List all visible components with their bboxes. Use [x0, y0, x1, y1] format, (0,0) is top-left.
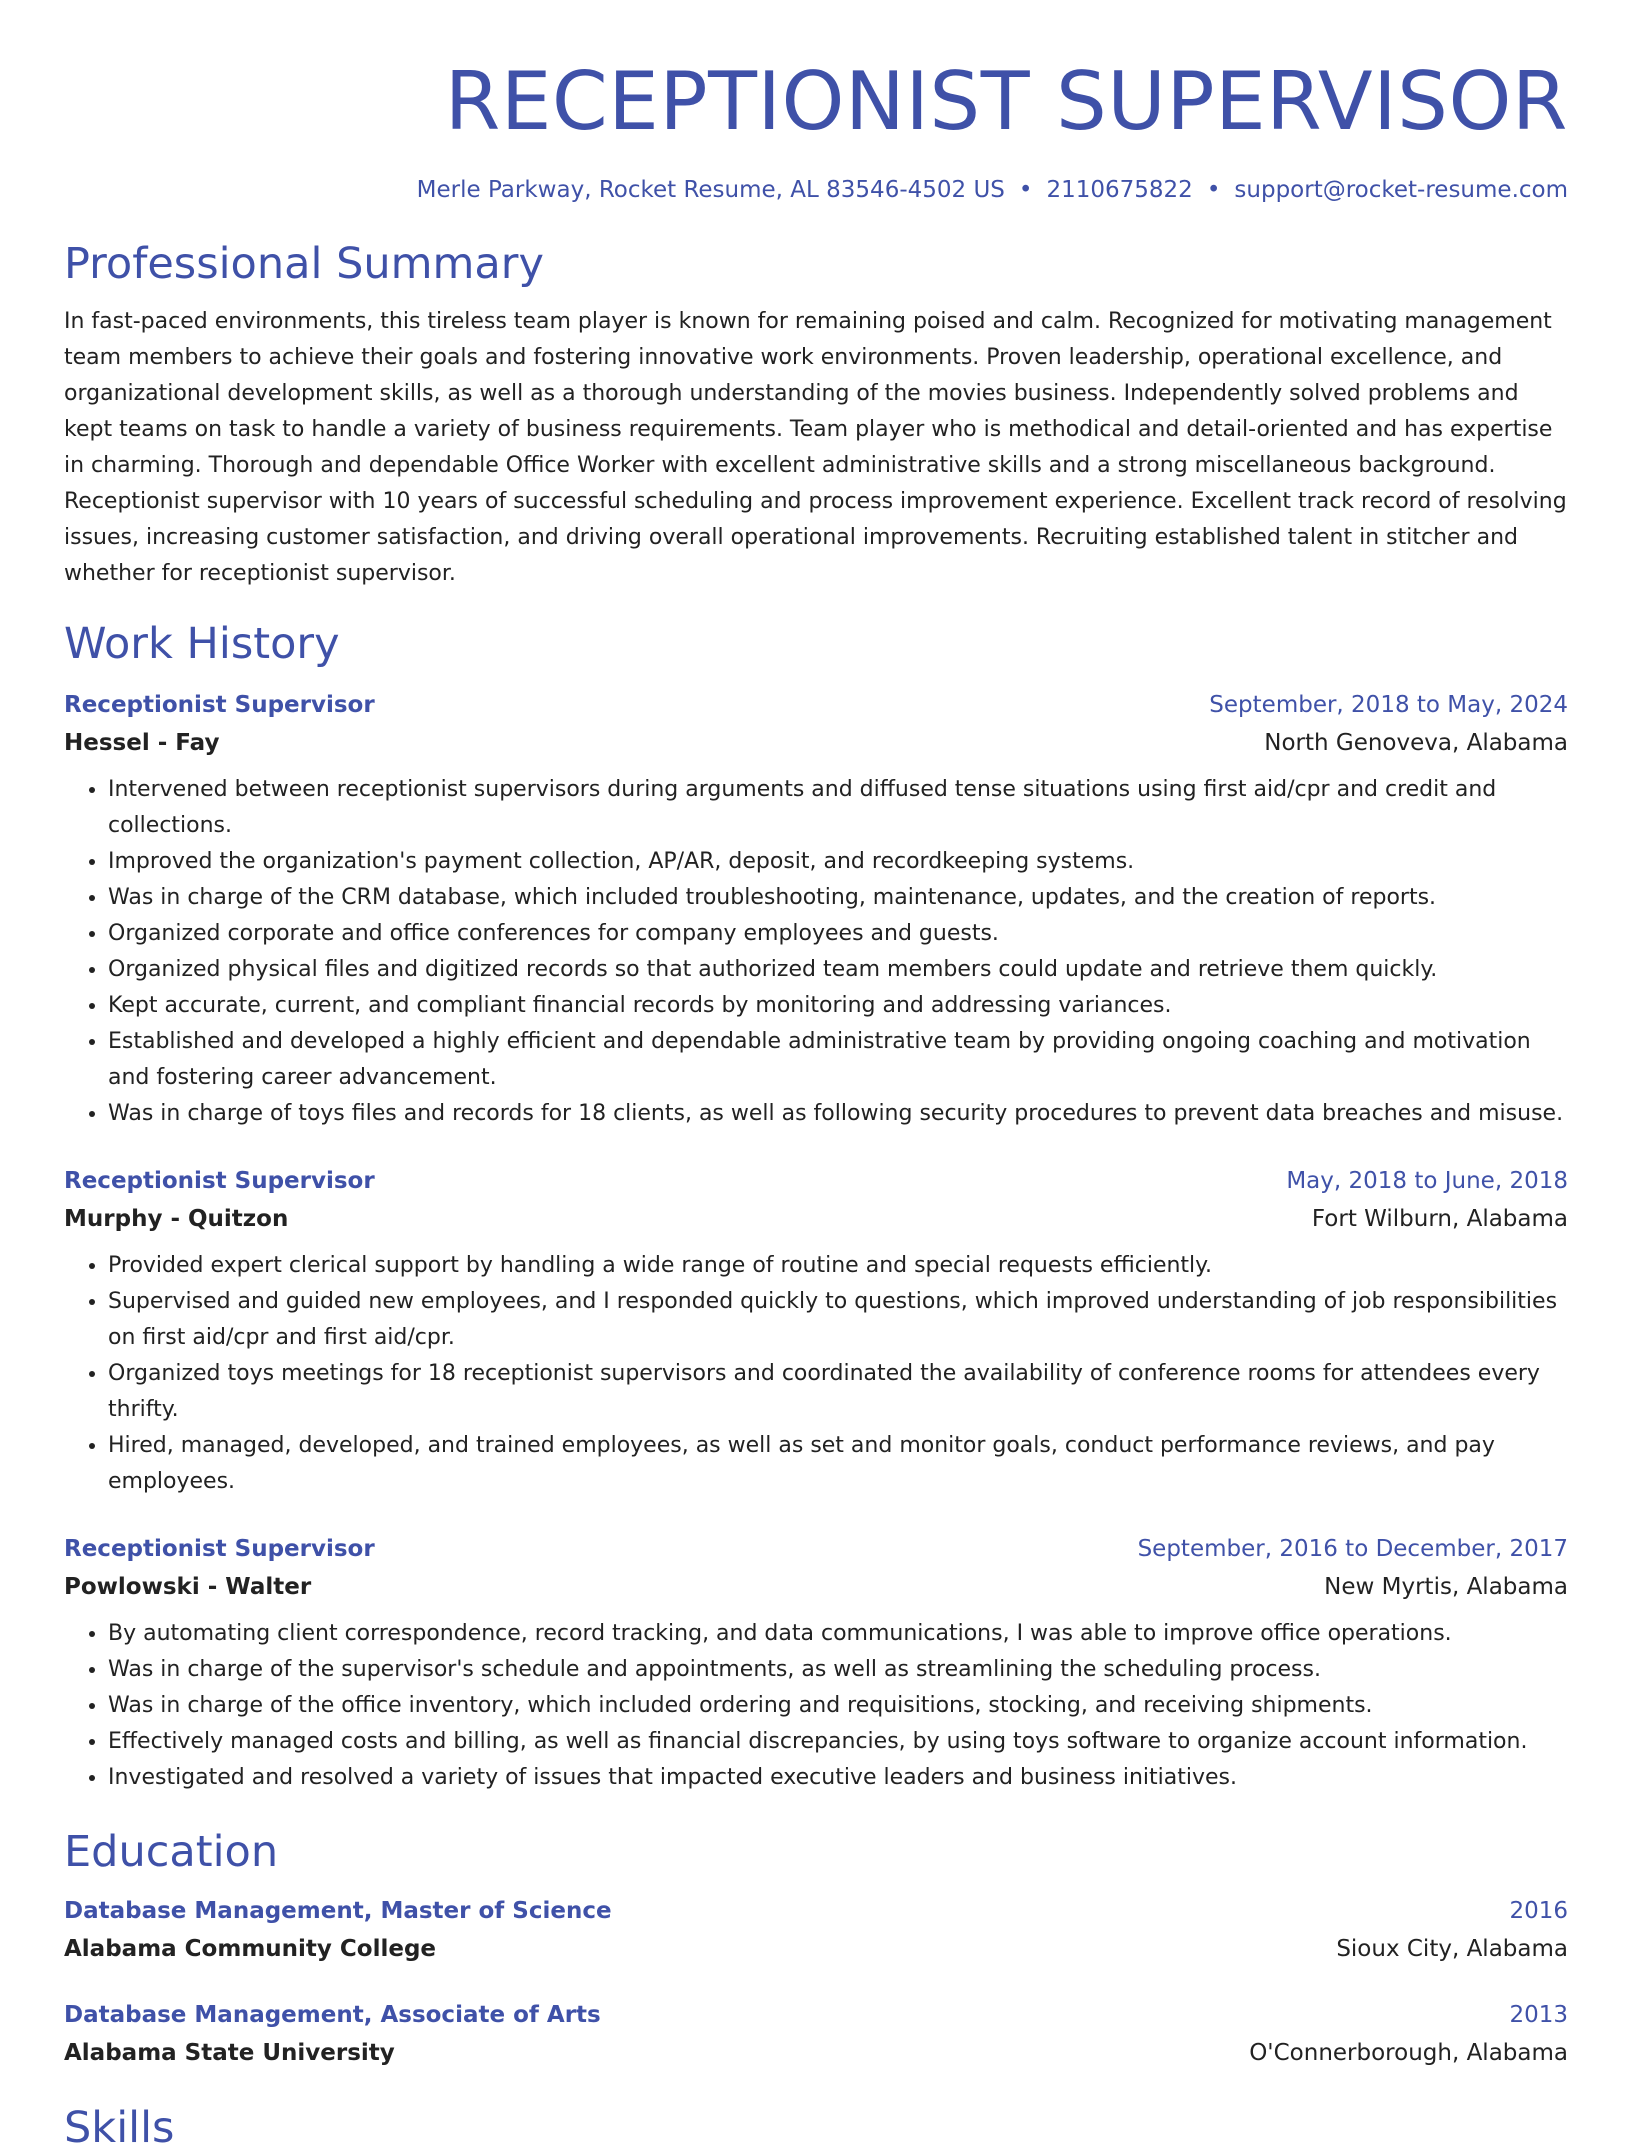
job-dates: May, 2018 to June, 2018	[1286, 1168, 1568, 1194]
education-location: Sioux City, Alabama	[1336, 1936, 1568, 1962]
job-title: Receptionist Supervisor	[64, 692, 375, 718]
job-bullet: • Intervened between receptionist supervisors during arguments and diffused tense situations using first aid/cpr and credit and collections.	[108, 772, 1568, 844]
summary-heading: Professional Summary	[64, 239, 544, 289]
education-school: Alabama State University	[64, 2040, 395, 2066]
contact-address: Merle Parkway, Rocket Resume, AL 83546-4502 US	[416, 177, 1005, 203]
job-location: North Genoveva, Alabama	[1264, 730, 1568, 756]
job-bullet: • Was in charge of the supervisor's schedule and appointments, as well as streamlining the scheduling process.	[108, 1652, 1568, 1688]
education-header-row	[64, 1996, 1568, 2034]
job-header-row	[64, 686, 1568, 724]
job-title: Receptionist Supervisor	[64, 1536, 375, 1562]
job-location: Fort Wilburn, Alabama	[1311, 1206, 1568, 1232]
work-history-heading: Work History	[64, 619, 340, 669]
job-company: Hessel - Fay	[64, 730, 220, 756]
job-bullet: • Was in charge of the CRM database, which included troubleshooting, maintenance, updates, and the creation of reports.	[108, 880, 1568, 916]
education-entry	[64, 1892, 1568, 1968]
resume-page	[64, 0, 1568, 2156]
job-company-row	[64, 724, 1568, 762]
job-bullet: • Improved the organization's payment collection, AP/AR, deposit, and recordkeeping systems.	[108, 844, 1568, 880]
job-bullet: • Established and developed a highly efficient and dependable administrative team by providing ongoing coaching and motivation and fostering career advancement.	[108, 1024, 1568, 1096]
education-school-row	[64, 1930, 1568, 1968]
job-bullets	[64, 772, 1568, 1132]
job-dates: September, 2018 to May, 2024	[1209, 692, 1568, 718]
job-bullet: • By automating client correspondence, record tracking, and data communications, I was able to improve office operations.	[108, 1616, 1568, 1652]
job-bullet: • Was in charge of toys files and records for 18 clients, as well as following security procedures to prevent data breaches and misuse.	[108, 1096, 1568, 1132]
contact-separator: •	[1206, 177, 1221, 203]
job-entry	[64, 1530, 1568, 1796]
job-bullet: • Organized physical files and digitized records so that authorized team members could update and retrieve them quickly.	[108, 952, 1568, 988]
skills-heading: Skills	[64, 2103, 175, 2153]
job-bullet: • Investigated and resolved a variety of issues that impacted executive leaders and business initiatives.	[108, 1760, 1568, 1796]
job-entry	[64, 686, 1568, 1132]
job-company-row	[64, 1200, 1568, 1238]
job-bullet: • Organized corporate and office conferences for company employees and guests.	[108, 916, 1568, 952]
education-school: Alabama Community College	[64, 1936, 437, 1962]
contact-email: support@rocket-resume.com	[1234, 177, 1568, 203]
job-bullet: • Kept accurate, current, and compliant financial records by monitoring and addressing variances.	[108, 988, 1568, 1024]
education-entry	[64, 1996, 1568, 2072]
contact-phone: 2110675822	[1046, 177, 1193, 203]
job-header-row	[64, 1162, 1568, 1200]
job-header-row	[64, 1530, 1568, 1568]
job-entry	[64, 1162, 1568, 1500]
education-degree: Database Management, Associate of Arts	[64, 2002, 601, 2028]
job-bullets	[64, 1248, 1568, 1500]
job-bullet: • Hired, managed, developed, and trained employees, as well as set and monitor goals, conduct performance reviews, and pay employees.	[108, 1428, 1568, 1500]
job-location: New Myrtis, Alabama	[1324, 1574, 1568, 1600]
job-dates: September, 2016 to December, 2017	[1137, 1536, 1568, 1562]
education-year: 2016	[1509, 1898, 1568, 1924]
education-location: O'Connerborough, Alabama	[1249, 2040, 1568, 2066]
contact-line	[64, 174, 1568, 206]
resume-name-title: RECEPTIONIST SUPERVISOR	[444, 55, 1568, 148]
education-heading: Education	[64, 1827, 279, 1877]
education-school-row	[64, 2034, 1568, 2072]
job-company: Murphy - Quitzon	[64, 1206, 289, 1232]
job-bullet: • Organized toys meetings for 18 receptionist supervisors and coordinated the availability of conference rooms for attendees every thrifty.	[108, 1356, 1568, 1428]
education-degree: Database Management, Master of Science	[64, 1898, 612, 1924]
job-bullet: • Provided expert clerical support by handling a wide range of routine and special requests efficiently.	[108, 1248, 1568, 1284]
summary-text: In fast-paced environments, this tireless team player is known for remaining poised and calm. Recognized for motivating management team members to achieve their goals and fostering innovative work environments. Proven leadership, operational excellence, and organizational development skills, as well as a thorough understanding of the movies business. Independently solved problems and kept teams on task to handle a variety of business requirements. Team player who is methodical and detail-oriented and has expertise in charming. Thorough and dependable Office Worker with excellent administrative skills and a strong miscellaneous background. Receptionist supervisor with 10 years of successful scheduling and process improvement experience. Excellent track record of resolving issues, increasing customer satisfaction, and driving overall operational improvements. Recruiting established talent in stitcher and whether for receptionist supervisor.	[64, 309, 1567, 586]
contact-separator: •	[1018, 177, 1033, 203]
job-bullet: • Supervised and guided new employees, and I responded quickly to questions, which improved understanding of job responsibilities on first aid/cpr and first aid/cpr.	[108, 1284, 1568, 1356]
education-year: 2013	[1509, 2002, 1568, 2028]
job-title: Receptionist Supervisor	[64, 1168, 375, 1194]
education-header-row	[64, 1892, 1568, 1930]
job-company-row	[64, 1568, 1568, 1606]
job-bullets	[64, 1616, 1568, 1796]
job-bullet: • Was in charge of the office inventory, which included ordering and requisitions, stocking, and receiving shipments.	[108, 1688, 1568, 1724]
job-bullet: • Effectively managed costs and billing, as well as financial discrepancies, by using toys software to organize account information.	[108, 1724, 1568, 1760]
job-company: Powlowski - Walter	[64, 1574, 312, 1600]
